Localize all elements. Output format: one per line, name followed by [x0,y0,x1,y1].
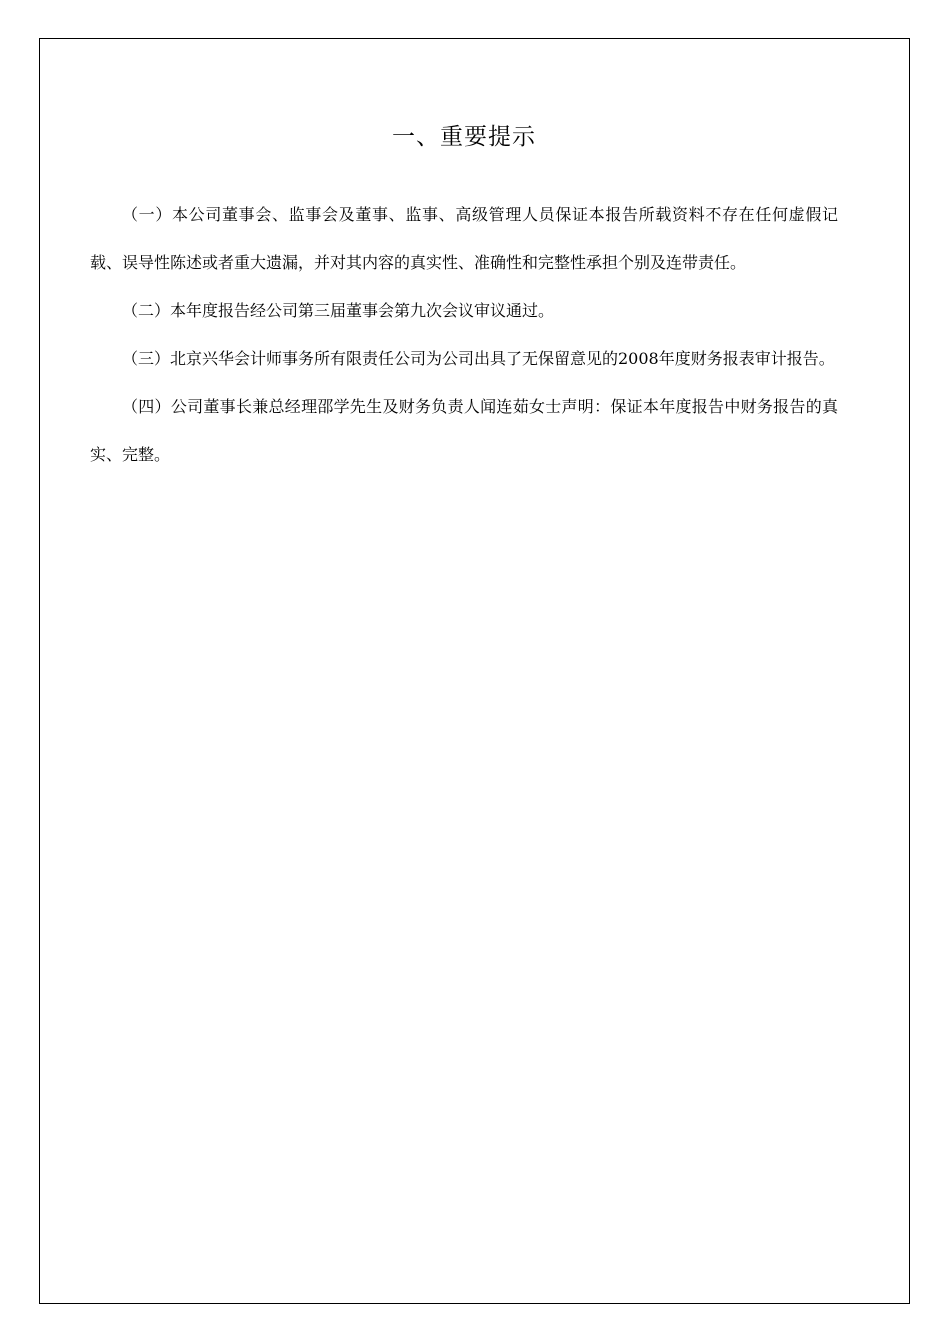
document-body [90,118,838,479]
paragraph-3: （三）北京兴华会计师事务所有限责任公司为公司出具了无保留意见的2008年度财务报表审计报告。 [122,349,835,368]
paragraph-4: （四）公司董事长兼总经理邵学先生及财务负责人闻连茹女士声明：保证本年度报告中财务报告的真实、完整。 [90,397,838,464]
page-title: 一、重要提示 [392,124,536,150]
paragraph-2: （二）本年度报告经公司第三届董事会第九次会议审议通过。 [122,301,555,320]
paragraph-1: （一）本公司董事会、监事会及董事、监事、高级管理人员保证本报告所载资料不存在任何虚假记载、误导性陈述或者重大遗漏，并对其内容的真实性、准确性和完整性承担个别及连带责任。 [90,205,838,272]
